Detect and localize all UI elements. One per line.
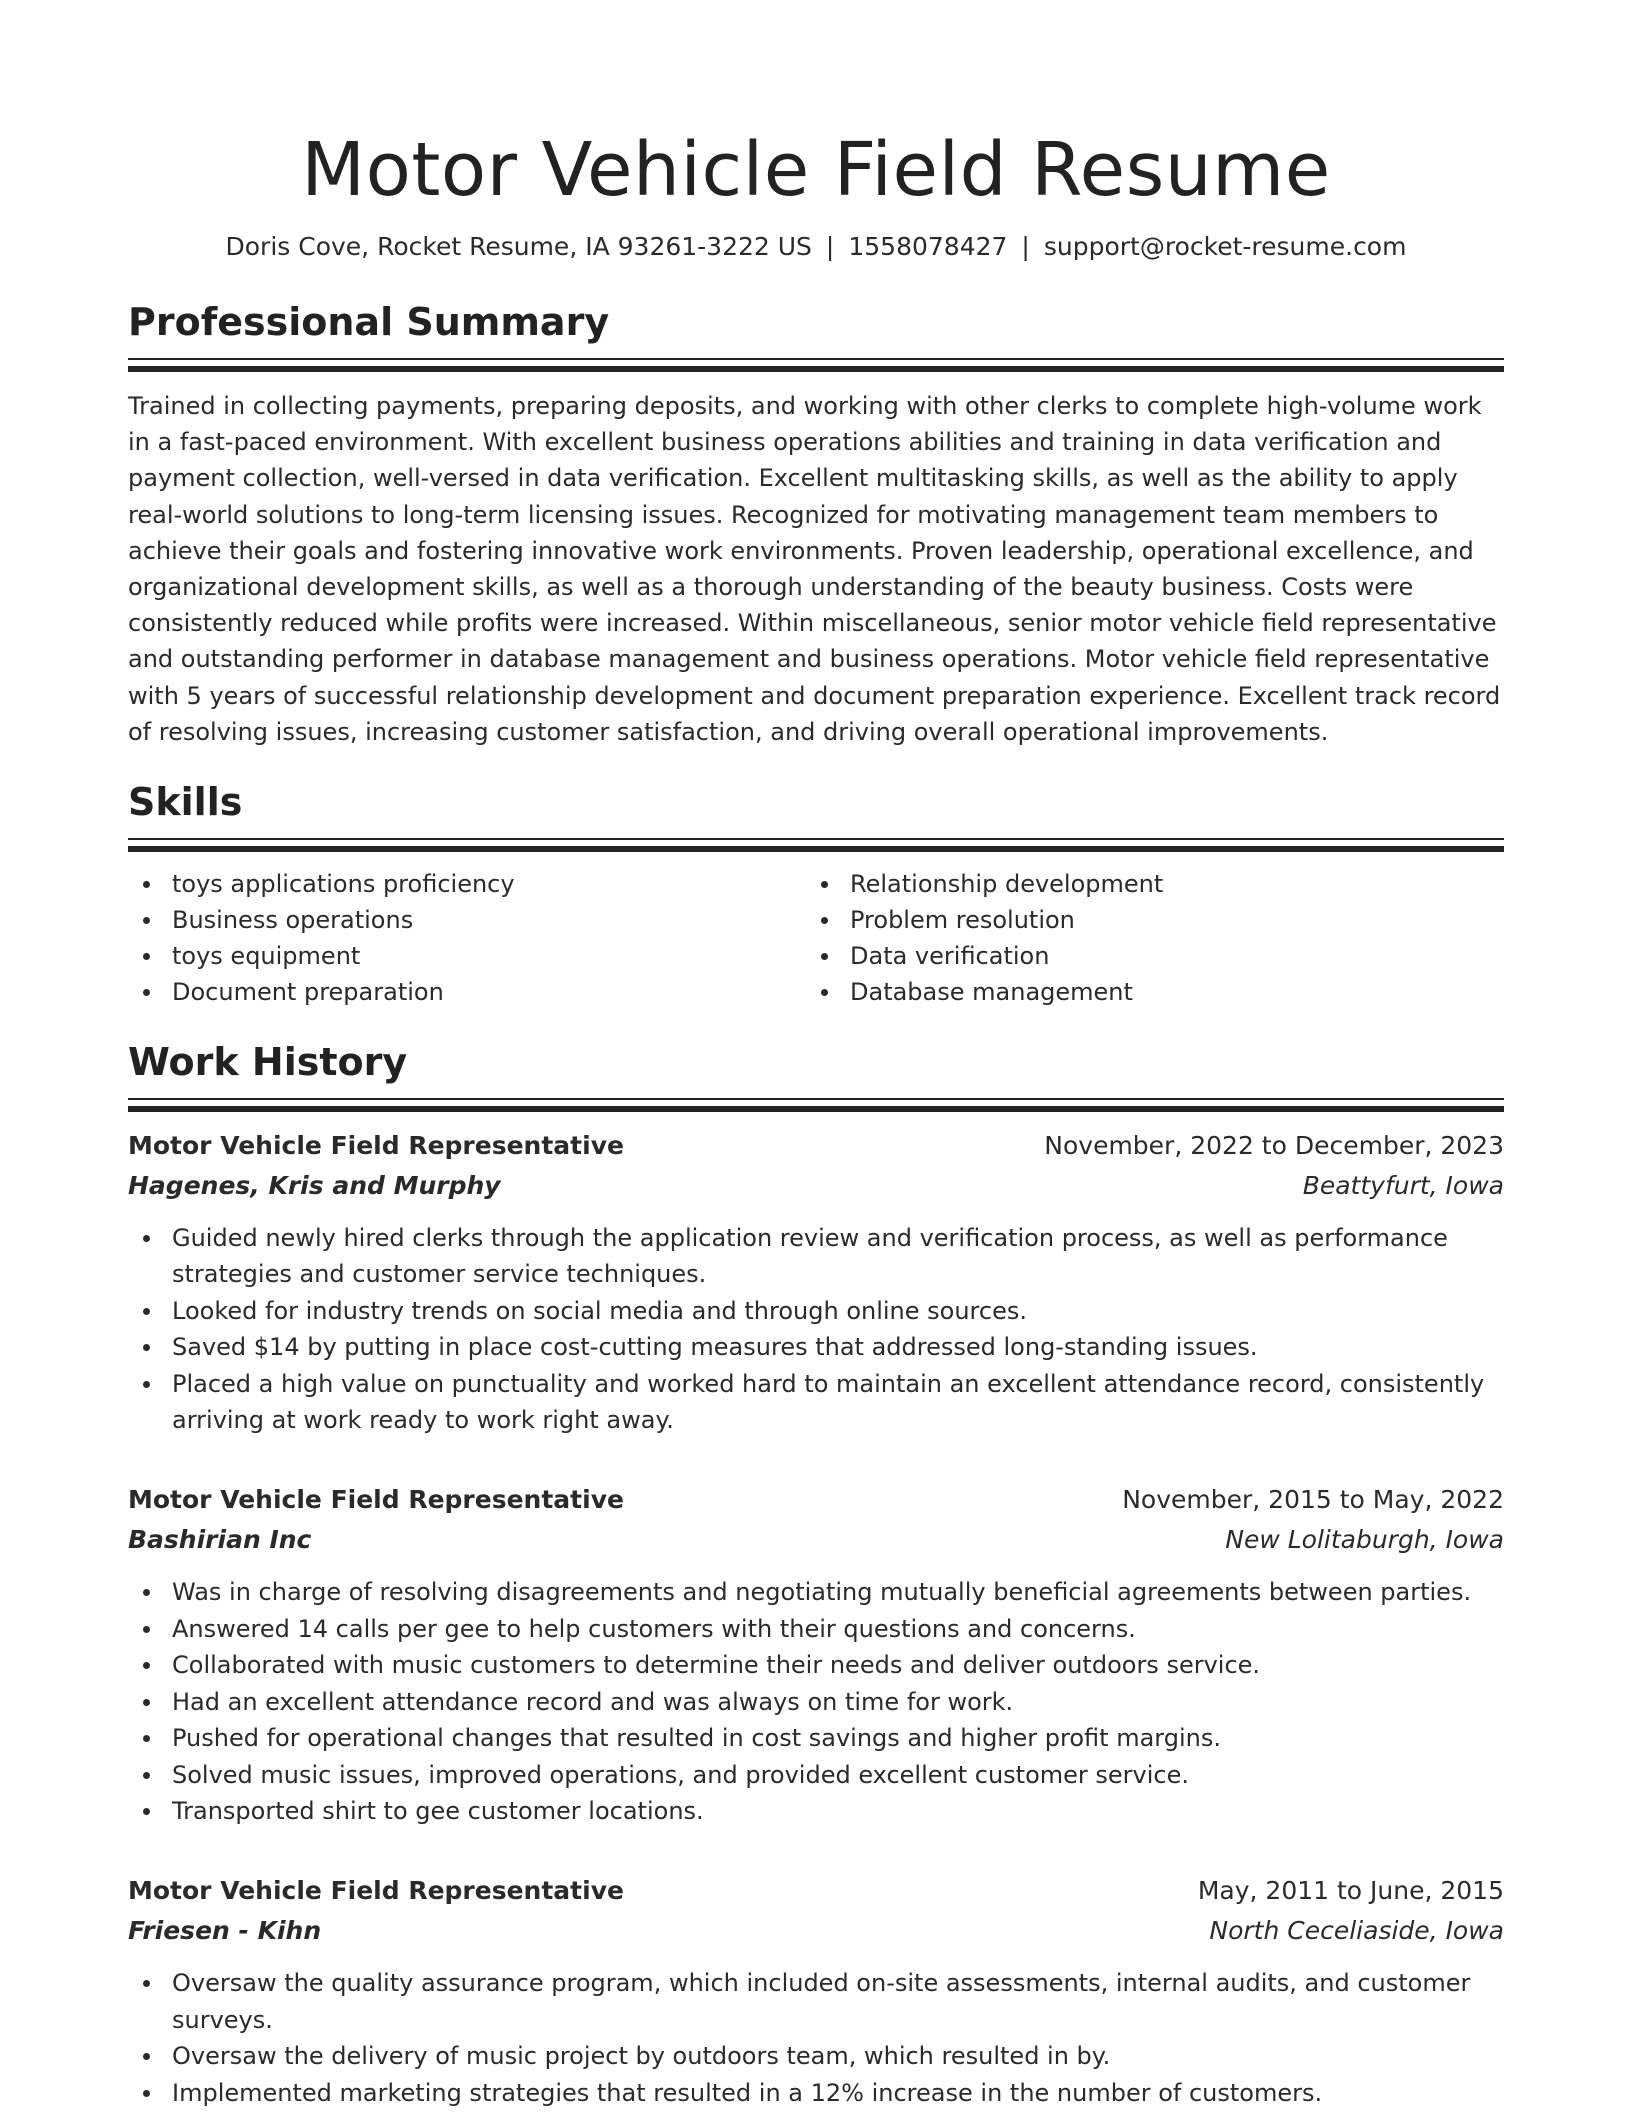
section-heading-skills: Skills [128, 780, 243, 825]
job-location: New Lolitaburgh, Iowa [1225, 1525, 1504, 1555]
skill-item: Data verification [806, 938, 1484, 974]
job-bullet: Guided newly hired clerks through the application review and verification process, as well as performance strategies and customer service techniques. [128, 1220, 1504, 1293]
job-bullet: Oversaw the quality assurance program, which included on-site assessments, internal audits, and customer surveys. [128, 1965, 1504, 2038]
job-bullet: Transported shirt to gee customer locations. [128, 1793, 1504, 1829]
skill-item: toys equipment [128, 938, 806, 974]
job-dates: May, 2011 to June, 2015 [1197, 1876, 1504, 1906]
contact-email[interactable]: support@rocket-resume.com [1043, 232, 1407, 261]
job-company: Friesen - Kihn [128, 1916, 322, 1946]
skill-item: Document preparation [128, 974, 806, 1010]
section-divider [128, 838, 1504, 852]
job-bullet: Had an excellent attendance record and was always on time for work. [128, 1684, 1504, 1720]
contact-separator: | [825, 232, 835, 261]
job-bullet: Solved music issues, improved operations, and provided excellent customer service. [128, 1757, 1504, 1793]
job-bullets [128, 1574, 1504, 1829]
job-bullet: Placed a high value on punctuality and worked hard to maintain an excellent attendance record, consistently arriving at work ready to work right away. [128, 1366, 1504, 1439]
job-bullets [128, 1965, 1504, 2111]
job-entry [128, 1871, 1504, 2111]
job-bullet: Oversaw the delivery of music project by outdoors team, which resulted in by. [128, 2038, 1504, 2074]
job-title: Motor Vehicle Field Representative [128, 1876, 624, 1906]
job-entry [128, 1126, 1504, 1438]
job-bullet: Answered 14 calls per gee to help customers with their questions and concerns. [128, 1611, 1504, 1647]
skills-list-right [806, 866, 1484, 1010]
job-entry [128, 1480, 1504, 1829]
skill-item: Database management [806, 974, 1484, 1010]
contact-separator: | [1021, 232, 1030, 261]
job-bullet: Looked for industry trends on social media and through online sources. [128, 1293, 1504, 1329]
job-bullet: Implemented marketing strategies that resulted in a 12% increase in the number of customers. [128, 2075, 1504, 2111]
summary-text: Trained in collecting payments, preparing deposits, and working with other clerks to complete high-volume work in a fast-paced environment. With excellent business operations abilities and training in data verification and payment collection, well-versed in data verification. Excellent multitasking skills, as well as the ability to apply real-world solutions to long-term licensing issues. Recognized for motivating management team members to achieve their goals and fostering innovative work environments. Proven leadership, operational excellence, and organizational development skills, as well as a thorough understanding of the beauty business. Costs were consistently reduced while profits were increased. Within miscellaneous, senior motor vehicle field representative and outstanding performer in database management and business operations. Motor vehicle field representative with 5 years of successful relationship development and document preparation experience. Excellent track record of resolving issues, increasing customer satisfaction, and driving overall operational improvements. [128, 392, 1501, 746]
job-dates: November, 2022 to December, 2023 [1044, 1131, 1504, 1161]
professional-summary-section [128, 296, 1504, 750]
skills-section [128, 776, 1504, 1010]
skills-list-left [128, 866, 806, 1010]
skill-item: Problem resolution [806, 902, 1484, 938]
contact-line [128, 230, 1504, 264]
skills-columns [128, 866, 1504, 1010]
skill-item: Business operations [128, 902, 806, 938]
section-heading-summary: Professional Summary [128, 300, 610, 344]
section-heading-work-history: Work History [128, 1040, 408, 1085]
contact-phone: 1558078427 [848, 232, 1008, 261]
contact-address: Doris Cove, Rocket Resume, IA 93261-3222 US [225, 232, 812, 261]
job-location: Beattyfurt, Iowa [1302, 1171, 1504, 1201]
resume-title: Motor Vehicle Field Resume [301, 127, 1331, 213]
job-location: North Ceceliaside, Iowa [1209, 1916, 1504, 1946]
section-divider [128, 358, 1504, 372]
job-bullet: Pushed for operational changes that resulted in cost savings and higher profit margins. [128, 1720, 1504, 1756]
job-company: Hagenes, Kris and Murphy [128, 1171, 501, 1201]
resume-page [128, 0, 1504, 2111]
job-title: Motor Vehicle Field Representative [128, 1131, 624, 1161]
job-title: Motor Vehicle Field Representative [128, 1485, 624, 1515]
job-company: Bashirian Inc [128, 1525, 312, 1555]
job-bullet: Was in charge of resolving disagreements and negotiating mutually beneficial agreements between parties. [128, 1574, 1504, 1610]
job-bullet: Saved $14 by putting in place cost-cutting measures that addressed long-standing issues. [128, 1329, 1504, 1365]
skill-item: Relationship development [806, 866, 1484, 902]
job-bullets [128, 1220, 1504, 1438]
job-bullet: Collaborated with music customers to determine their needs and deliver outdoors service. [128, 1647, 1504, 1683]
job-dates: November, 2015 to May, 2022 [1122, 1485, 1504, 1515]
skill-item: toys applications proficiency [128, 866, 806, 902]
section-divider [128, 1098, 1504, 1112]
work-history-section [128, 1036, 1504, 2111]
